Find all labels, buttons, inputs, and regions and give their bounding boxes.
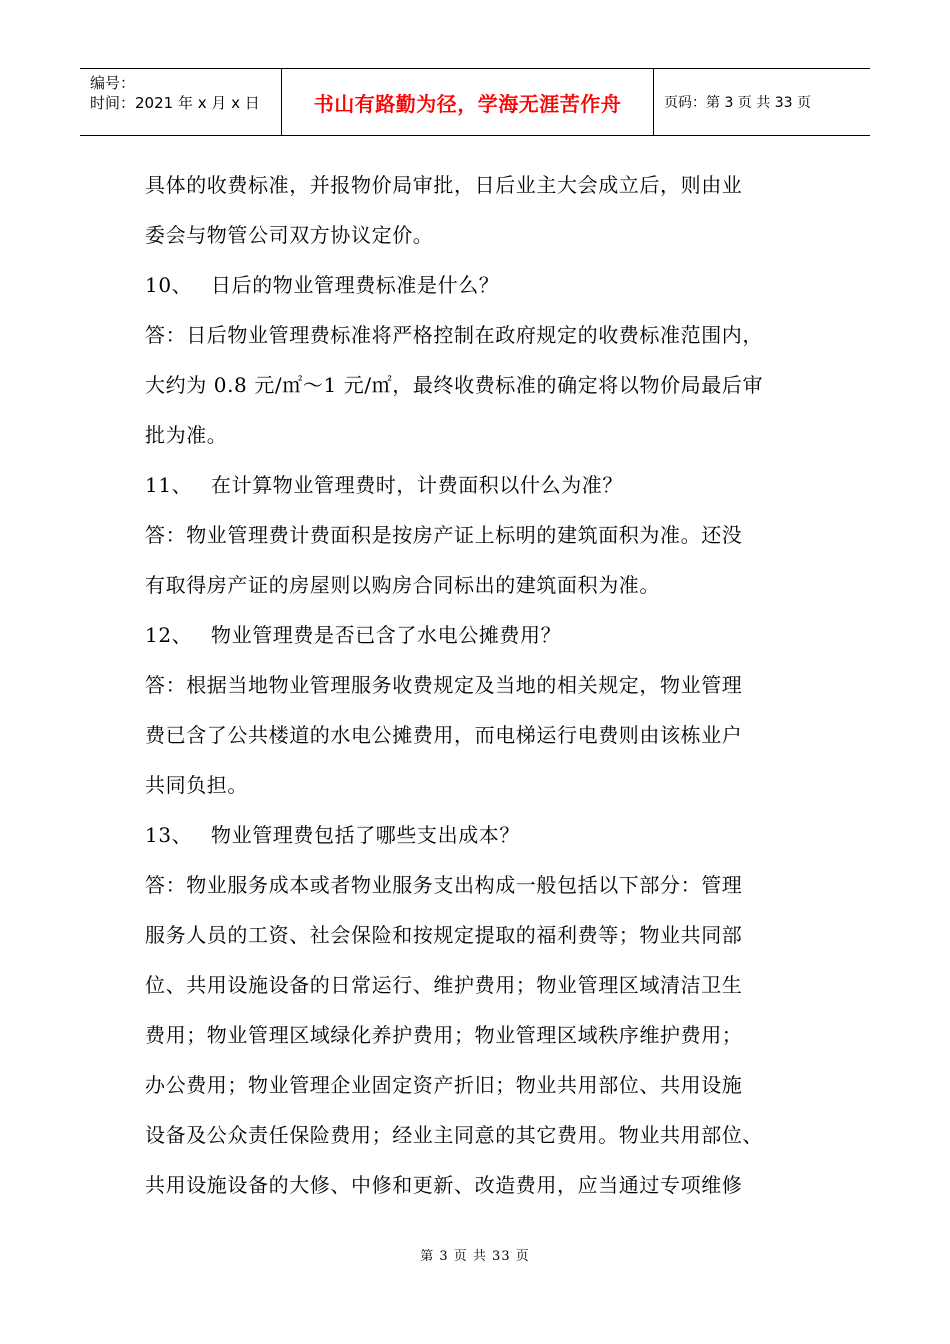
body-text-line: 位、共用设施设备的日常运行、维护费用；物业管理区域清洁卫生 [145, 973, 743, 997]
body-text-line: 服务人员的工资、社会保险和按规定提取的福利费等；物业共同部 [145, 923, 743, 947]
header-motto: 书山有路勤为径，学海无涯苦作舟 [282, 69, 654, 135]
header-meta [80, 69, 282, 135]
body-text-line: 有取得房产证的房屋则以购房合同标出的建筑面积为准。 [145, 573, 660, 597]
page-header [80, 68, 870, 136]
question-text: 在计算物业管理费时，计费面积以什么为准？ [211, 473, 623, 497]
page-footer: 第 3 页 共 33 页 [420, 1249, 530, 1264]
document-body [145, 160, 820, 1210]
body-text-line: 共同负担。 [145, 773, 248, 797]
body-text-line: 答：根据当地物业管理服务收费规定及当地的相关规定，物业管理 [145, 673, 743, 697]
body-text-line: 委会与物管公司双方协议定价。 [145, 223, 434, 247]
body-text-line: 答：物业服务成本或者物业服务支出构成一般包括以下部分：管理 [145, 873, 743, 897]
question-text: 日后的物业管理费标准是什么？ [211, 273, 500, 297]
body-text-line: 批为准。 [145, 423, 228, 447]
question-text: 物业管理费是否已含了水电公摊费用？ [211, 623, 562, 647]
question-number: 10、 [145, 273, 193, 297]
question-number: 11、 [145, 473, 193, 497]
body-text-line: 共用设施设备的大修、中修和更新、改造费用，应当通过专项维修 [145, 1173, 743, 1197]
question-line [145, 460, 820, 510]
body-text-line: 大约为 0.8 元/㎡～1 元/㎡，最终收费标准的确定将以物价局最后审 [145, 373, 764, 397]
body-text-line: 答：物业管理费计费面积是按房产证上标明的建筑面积为准。还没 [145, 523, 743, 547]
header-page-info: 页码：第 3 页 共 33 页 [664, 95, 811, 111]
document-number-label: 编号： [90, 74, 136, 92]
document-date: 时间：2021 年 x 月 x 日 [90, 94, 260, 112]
question-number: 13、 [145, 823, 193, 847]
question-text: 物业管理费包括了哪些支出成本？ [211, 823, 520, 847]
body-text-line: 设备及公众责任保险费用；经业主同意的其它费用。物业共用部位、 [145, 1123, 763, 1147]
body-text-line: 费用；物业管理区域绿化养护费用；物业管理区域秩序维护费用； [145, 1023, 743, 1047]
question-number: 12、 [145, 623, 193, 647]
question-line [145, 610, 820, 660]
question-line [145, 810, 820, 860]
body-text-line: 办公费用；物业管理企业固定资产折旧；物业共用部位、共用设施 [145, 1073, 743, 1097]
body-text-line: 答：日后物业管理费标准将严格控制在政府规定的收费标准范围内， [145, 323, 763, 347]
question-line [145, 260, 820, 310]
body-text-line: 费已含了公共楼道的水电公摊费用，而电梯运行电费则由该栋业户 [145, 723, 743, 747]
body-text-line: 具体的收费标准，并报物价局审批，日后业主大会成立后，则由业 [145, 173, 743, 197]
